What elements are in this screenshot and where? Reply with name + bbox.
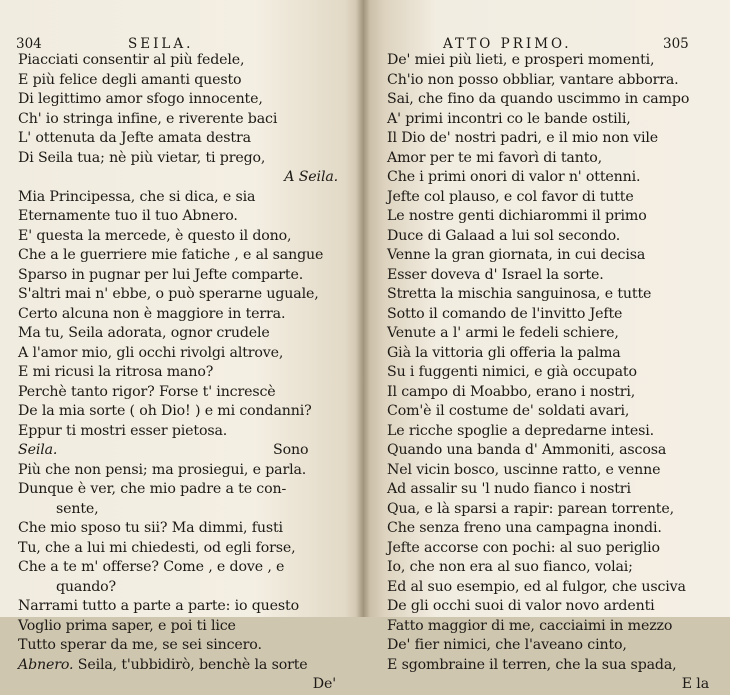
left-page [0, 0, 363, 692]
text-line: Duce di Galaad a lui sol secondo. [387, 227, 621, 244]
text-line: De' miei più lieti, e prosperi momenti, [387, 52, 655, 68]
text-line: Venne la gran giornata, in cui decisa [387, 247, 646, 263]
text-line: L' ottenuta da Jefte amata destra [18, 130, 251, 146]
catchword: De' [312, 676, 336, 692]
speech-text: Sono [273, 442, 309, 458]
right-text-block [387, 51, 723, 695]
text-line: Esser doveva d' Israel la sorte. [387, 266, 604, 283]
text-line: Di legittimo amor sfogo innocente, [18, 91, 263, 107]
text-line: sente, [56, 500, 99, 517]
text-line: Io, che non era al suo fianco, volai; [387, 559, 633, 575]
text-line: A l'amor mio, gli occhi rivolgi altrove, [18, 344, 284, 361]
text-line: Le ricche spoglie a depredarne intesi. [387, 422, 655, 439]
text-line: De' fier nimici, che l'aveano cinto, [387, 637, 627, 653]
text-line: Il campo di Moabbo, erano i nostri, [387, 383, 636, 400]
text-line: E mi ricusi la ritrosa mano? [18, 364, 214, 380]
text-line: Ed al suo esempio, ed al fulgor, che usciva [387, 578, 686, 595]
text-line: Tutto sperar da me, se sei sincero. [18, 637, 262, 653]
text-line: Ad assalir su 'l nudo fianco i nostri [387, 481, 631, 497]
text-line: Più che non pensi; ma prosiegui, e parla. [18, 461, 307, 478]
text-line: Com'è il costume de' soldati avari, [387, 403, 630, 419]
text-line: Narrami tutto a parte a parte: io questo [18, 598, 299, 614]
text-line: Sotto il comando de l'invitto Jefte [387, 305, 623, 322]
speaker-name: Seila. [18, 442, 58, 458]
left-running-head: SEILA. [128, 36, 194, 52]
right-running-head: ATTO PRIMO. [443, 36, 572, 52]
text-line: Perchè tanto rigor? Forse t' increscè [18, 383, 276, 400]
text-line [18, 656, 350, 676]
text-line: Che a te m' offerse? Come , e dove , e [18, 559, 285, 575]
text-line: Il Dio de' nostri padri, e il mio non vile [387, 130, 659, 146]
right-page-number: 305 [663, 36, 689, 52]
text-line: Eternamente tuo il tuo Abnero. [18, 208, 238, 224]
text-line: De gli occhi suoi di valor novo ardenti [387, 598, 655, 614]
text-line: Su i fuggenti nimici, e già occupato [387, 364, 637, 380]
text-line: Dunque è ver, che mio padre a te con- [18, 481, 287, 497]
text-line: Che a le guerriere mie fatiche , e al sangue [18, 247, 324, 263]
text-line: E sgombraine il terren, che la sua spada, [387, 656, 677, 673]
right-page [363, 0, 730, 692]
text-line: E' questa la mercede, è questo il dono, [18, 227, 292, 244]
left-text-block [18, 51, 350, 695]
left-page-number: 304 [16, 36, 42, 52]
text-line: Piacciati consentir al più fedele, [18, 52, 245, 68]
text-line: Eppur ti mostri esser pietosa. [18, 422, 228, 439]
text-line: Amor per te mi favorì di tanto, [387, 149, 603, 166]
text-line: quando? [56, 578, 116, 595]
text-line [18, 441, 350, 461]
text-line: Certo alcuna non è maggiore in terra. [18, 305, 286, 322]
speaker-name: Abnero. [18, 656, 74, 673]
text-line: Voglio prima saper, e poi ti lice [18, 617, 236, 634]
text-line: Le nostre genti dichiarommi il primo [387, 208, 647, 224]
text-line: Che i primi onori di valor n' ottenni. [387, 169, 641, 185]
text-line: Che senza freno una campagna inondi. [387, 520, 662, 536]
text-line: E più felice degli amanti questo [18, 71, 242, 88]
text-line: Di Seila tua; nè più vietar, ti prego, [18, 149, 266, 166]
speech-text: Seila, t'ubbidirò, benchè la sorte [73, 656, 308, 673]
text-line: Ch'io non posso obbliar, vantare abborra. [387, 71, 679, 88]
text-line: Sparso in pugnar per lui Jefte comparte. [18, 266, 304, 283]
text-line: Fatto maggior di me, cacciaimi in mezzo [387, 617, 673, 634]
text-line: De la mia sorte ( oh Dio! ) e mi condanni? [18, 403, 312, 419]
text-line: Già la vittoria gli offeria la palma [387, 344, 621, 361]
text-line: Mia Principessa, che si dica, e sia [18, 188, 256, 205]
catchword: E la [681, 676, 709, 692]
text-line: A' primi incontri co le bande ostili, [387, 110, 631, 127]
text-line: Stretta la mischia sanguinosa, e tutte [387, 286, 652, 302]
book-gutter [356, 0, 370, 617]
text-line: Venute a l' armi le fedeli schiere, [387, 325, 619, 341]
text-line: Sai, che fino da quando uscimmo in campo [387, 91, 690, 107]
text-line: S'altri mai n' ebbe, o può sperarne uguale, [18, 286, 319, 302]
text-line: Ch' io stringa infine, e riverente baci [18, 110, 278, 127]
text-line: Nel vicin bosco, uscinne ratto, e venne [387, 461, 661, 478]
stage-direction: A Seila. [284, 169, 338, 185]
text-line: Tu, che a lui mi chiedesti, od egli forse, [18, 539, 296, 556]
text-line: Ma tu, Seila adorata, ognor crudele [18, 325, 270, 341]
text-line: Jefte col plauso, e col favor di tutte [387, 188, 634, 205]
text-line: Qua, e là sparsi a rapir: parean torrente, [387, 500, 674, 517]
text-line: Che mio sposo tu sii? Ma dimmi, fusti [18, 520, 283, 536]
text-line: Jefte accorse con pochi: al suo periglio [387, 539, 660, 556]
text-line: Quando una banda d' Ammoniti, ascosa [387, 442, 667, 458]
